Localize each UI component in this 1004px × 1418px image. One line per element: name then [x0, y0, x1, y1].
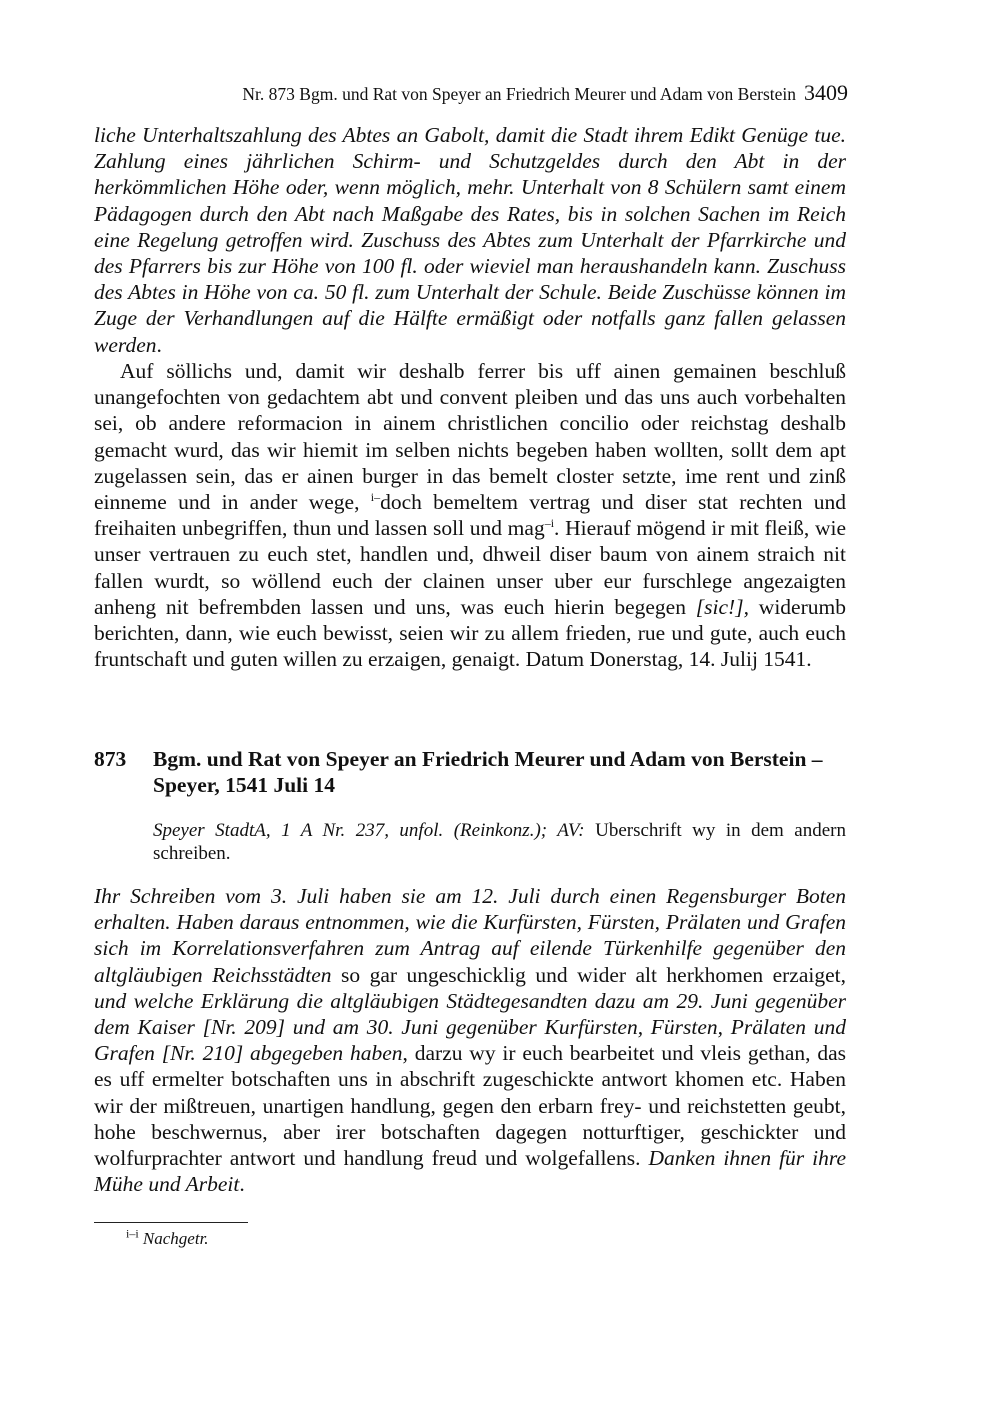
text-segment: doch bemeltem vertrag und diser stat rechten und freihaiten unbegriffen, thun und lassen soll und mag: [94, 490, 846, 541]
document-number: 873: [94, 747, 127, 771]
text-segment: Auf söllichs und, damit wir deshalb ferrer bis uff ainen gemainen beschluß unangefochten von gedachtem abt und convent pleiben und das uns auch vorbehalten sei, ob andere reformacion in ainem christlichen concilio oder reichstag deshalb gemacht wurd, das wir hiemit im selben nichts begeben haben wollten, sollt dem apt zugelassen sein, das er ainen burger in das bemelt closter setzte, ime rent und zinß einneme und in ander wege,: [94, 359, 846, 515]
source-note: [153, 819, 846, 865]
source-archive: Speyer StadtA, 1 A Nr. 237, unfol. (Reinkonz.); AV:: [153, 820, 585, 841]
quote-text: , darzu wy ir euch bearbeitet und vleis gethan, das es uff ermelter botschaften uns in abschrift zugeschickte antwort khomen etc. Haben wir der mißtreuen, unartigen handlung, gegen den erbarn frey- und reichstetten geubt, hohe beschwernus, aber irer botschaften dagegen notturftiger, geschickter und wolfurprachter antwort und handlung freud und wolgefallens.: [94, 1041, 846, 1171]
summary-italic: Ihr Schreiben vom 3. Juli haben sie am 12. Juli durch einen Regensburger Boten erhalten. Haben daraus entnommen, wie die Kurfürsten, Fürsten, Prälaten und Grafen sich im Korrelationsverfahren zum Antrag auf eilende Türkenhilfe gegenüber den altgläubigen Reichsstädten: [94, 884, 846, 987]
footnote-mark-open: i–: [370, 489, 381, 504]
page-number: 3409: [804, 80, 848, 105]
footnote: [126, 1228, 209, 1250]
document-title: Bgm. und Rat von Speyer an Friedrich Meurer und Adam von Berstein – Speyer, 1541 Juli 14: [153, 747, 823, 798]
footnote-mark: i–i: [126, 1226, 139, 1241]
quote-text: .: [239, 1172, 245, 1197]
paragraph-letter-text: [94, 358, 846, 672]
sic-note: [sic!],: [695, 594, 749, 619]
text-segment: widerumb berichten, dann, wie euch bewisst, seien wir zu allem frieden, rue und gute, auch euch fruntschaft und guten willen zu erzaigen, genaigt. Datum Donerstag, 14. Julij 1541.: [94, 594, 846, 672]
footnote-text: Nachgetr.: [142, 1229, 209, 1248]
running-head: [96, 80, 848, 107]
paragraph-document-summary: [94, 883, 846, 1197]
quote-text: so gar ungeschicklig und wider alt herkhomen erzaiget,: [331, 962, 846, 987]
text-segment: . Hierauf mögend ir mit fleiß, wie unser vertrauen zu euch stet, handlen und, dhweil diser baum von ainem straich nit fallen wurdt, so wöllend euch der clainen unser uber eur furschlege angezaigten anheng nit befrembden lassen und uns, was euch hierin begegen: [94, 516, 846, 619]
footnote-mark-close: –i: [544, 516, 555, 531]
paragraph-summary-continued: [94, 122, 846, 358]
document-heading: [94, 746, 846, 798]
footnote-divider: [94, 1222, 248, 1223]
summary-italic: Danken ihnen für ihre Mühe und Arbeit: [94, 1146, 846, 1197]
summary-italic: und welche Erklärung die altgläubigen Städtegesandten dazu am 29. Juni gegenüber dem Kaiser [Nr. 209] und am 30. Juni gegenüber Kurfürsten, Fürsten, Prälaten und Grafen [Nr. 210] abgegeben haben: [94, 988, 846, 1066]
paragraph-period: .: [156, 332, 162, 357]
paragraph-italic-text: liche Unterhaltszahlung des Abtes an Gabolt, damit die Stadt ihrem Edikt Genüge tue. Zahlung eines jährlichen Schirm- und Schutzgeldes durch den Abt in der herkömmlichen Höhe oder, wenn möglich, mehr. Unterhalt von 8 Schülern samt einem Pädagogen durch den Abt nach Maßgabe des Rates, bis in solchen Sachen im Reich eine Regelung getroffen wird. Zuschuss des Abtes zum Unterhalt der Pfarrkirche und des Pfarrers bis zur Höhe von 100 fl. oder wieviel man heraushandeln kann. Zuschuss des Abtes in Höhe von ca. 50 fl. zum Unterhalt der Schule. Beide Zuschüsse können im Zuge der Verhandlungen auf die Hälfte ermäßigt oder notfalls ganz fallen gelassen werden: [94, 123, 846, 357]
source-remark: Uberschrift wy in dem andern schreiben.: [153, 820, 847, 864]
running-title: Nr. 873 Bgm. und Rat von Speyer an Friedrich Meurer und Adam von Berstein: [242, 84, 796, 104]
